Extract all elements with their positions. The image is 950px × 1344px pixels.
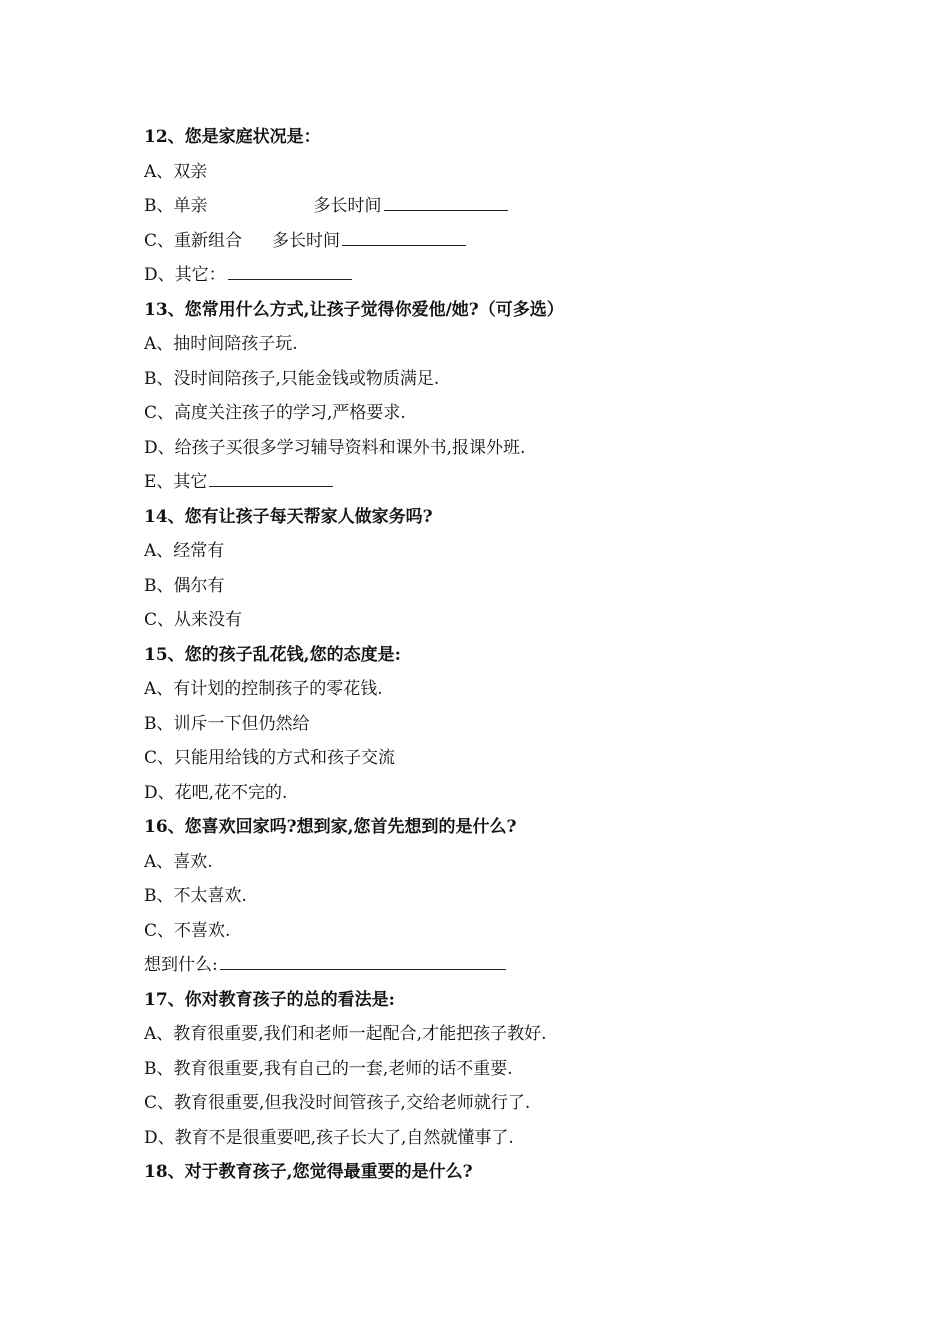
option-17-a: A、教育很重要,我们和老师一起配合,才能把孩子教好.: [144, 1024, 547, 1044]
option-13-b: B、没时间陪孩子,只能金钱或物质满足.: [144, 368, 440, 389]
option-15-c: C、只能用给钱的方式和孩子交流: [144, 748, 396, 768]
question-15: 15、您的孩子乱花钱,您的态度是:: [144, 644, 401, 665]
option-12-d-label: D、其它：: [144, 265, 226, 285]
option-16-b: B、不太喜欢.: [144, 886, 247, 906]
option-13-d: D、给孩子买很多学习辅导资料和课外书,报课外班.: [144, 437, 526, 458]
option-17-b: B、教育很重要,我有自己的一套,老师的话不重要.: [144, 1058, 513, 1079]
question-12: 12、您是家庭状况是：: [144, 127, 321, 147]
option-17-d: D、教育不是很重要吧,孩子长大了,自然就懂事了.: [144, 1127, 514, 1148]
question-17: 17、你对教育孩子的总的看法是:: [144, 989, 395, 1010]
option-15-a: A、有计划的控制孩子的零花钱.: [144, 679, 383, 699]
option-13-c: C、高度关注孩子的学习,严格要求.: [144, 403, 406, 423]
option-12-c: [144, 224, 844, 259]
option-13-e-label: E、其它: [144, 472, 208, 492]
option-12-c-duration-label: 多长时间: [272, 230, 341, 251]
option-12-a: A、双亲: [144, 161, 208, 182]
question-16-think: [144, 948, 844, 983]
option-16-c: C、不喜欢.: [144, 920, 231, 941]
option-14-b: B、偶尔有: [144, 575, 225, 596]
option-13-e-blank: [209, 468, 333, 487]
question-16: 16、您喜欢回家吗?想到家,您首先想到的是什么?: [144, 817, 517, 837]
question-16-think-label: 想到什么:: [144, 955, 218, 975]
questionnaire: [144, 120, 844, 1190]
option-12-b-duration-label: 多长时间: [313, 196, 382, 216]
option-12-c-label: C、重新组合: [144, 230, 243, 251]
option-12-d-blank: [228, 261, 352, 280]
question-16-think-blank: [220, 951, 506, 970]
option-17-c: C、教育很重要,但我没时间管孩子,交给老师就行了.: [144, 1093, 531, 1113]
option-12-d: [144, 258, 844, 293]
option-12-c-duration-blank: [342, 227, 466, 246]
option-13-a: A、抽时间陪孩子玩.: [144, 334, 298, 354]
question-14: 14、您有让孩子每天帮家人做家务吗?: [144, 506, 433, 527]
option-13-e: [144, 465, 844, 500]
option-12-b-label: B、单亲: [144, 196, 208, 216]
option-14-a: A、经常有: [144, 541, 225, 561]
option-14-c: C、从来没有: [144, 610, 243, 630]
option-15-b: B、训斥一下但仍然给: [144, 713, 310, 734]
question-13: 13、您常用什么方式,让孩子觉得你爱他/她?（可多选）: [144, 299, 564, 320]
question-18: 18、对于教育孩子,您觉得最重要的是什么?: [144, 1162, 473, 1182]
option-12-b-duration-blank: [384, 192, 508, 211]
option-12-b: [144, 189, 844, 224]
option-16-a: A、喜欢.: [144, 851, 213, 872]
option-15-d: D、花吧,花不完的.: [144, 782, 288, 803]
